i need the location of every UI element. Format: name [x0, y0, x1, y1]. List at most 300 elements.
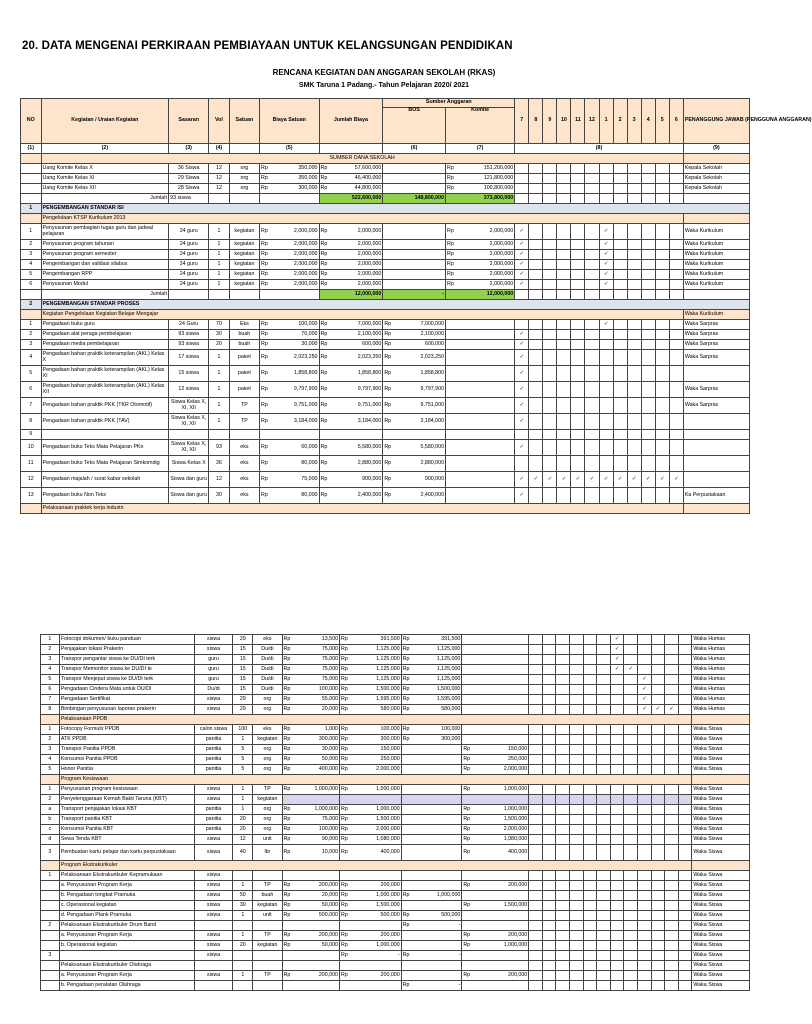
row-jumlah-cell: Rp 2,000,000: [319, 224, 383, 240]
row-komite-cell: [462, 675, 529, 685]
row-number: 3: [41, 951, 60, 961]
row-biaya-satuan: 2,000,000: [293, 270, 318, 277]
month-cell: [599, 340, 613, 350]
check-mark-icon: ✓: [515, 224, 529, 240]
row-pj: Waka Siswa: [692, 815, 750, 825]
row-satuan: org: [253, 825, 282, 835]
row-pj: Waka Sarpras: [683, 382, 749, 398]
row-no-cell: [41, 861, 60, 871]
row-bos-cell: [401, 805, 462, 815]
row-satuan: kegiatan: [229, 250, 259, 260]
month-cell: [571, 440, 585, 456]
col-pj-header: PENANGGUNG JAWAB (PENGGUNA ANGGARAN): [683, 99, 749, 144]
month-cell: [678, 931, 692, 941]
month-cell: [583, 825, 597, 835]
month-cell: [556, 645, 570, 655]
month-cell: [638, 735, 652, 745]
row-komite-cell: Rp 2,000,000: [446, 270, 515, 280]
month-cell: [624, 835, 638, 845]
month-cell: [529, 260, 543, 270]
month-cell: [583, 971, 597, 981]
month-cell: [543, 430, 557, 440]
row-kegiatan: c. Operasional kegiatan: [59, 901, 194, 911]
row-komite-cell: Rp 250,000: [462, 755, 529, 765]
row-sasaran: Siswa Kelas X: [169, 456, 209, 472]
month-cell: [627, 240, 641, 250]
row-bos-cell: [383, 260, 446, 270]
row-rp-label: Rp 60,000: [260, 440, 319, 456]
row-satuan: Du/di: [253, 665, 282, 675]
row-bos-cell: Rp 100,000: [401, 725, 462, 735]
row-rp-label: Rp 80,000: [260, 456, 319, 472]
month-cell: [542, 675, 556, 685]
month-cell: [669, 366, 683, 382]
row-jumlah-biaya: 1,125,000: [376, 665, 400, 672]
row-number: 4: [21, 350, 42, 366]
budget-row: [41, 735, 750, 745]
check-mark-icon: ✓: [669, 472, 683, 488]
month-cell: [543, 398, 557, 414]
budget-row: [41, 971, 750, 981]
month-cell: [638, 871, 652, 881]
month-cell: [610, 951, 624, 961]
month-2-header: 2: [613, 99, 627, 144]
month-cell: [571, 430, 585, 440]
row-number: 3: [21, 250, 42, 260]
row-komite: 2,000,000: [503, 765, 528, 772]
row-sasaran: 24 guru: [169, 224, 209, 240]
row-biaya-satuan: 2,000,000: [293, 227, 318, 234]
row-kegiatan: Penyusunan Modul: [41, 280, 169, 290]
row-jumlah-biaya: 57,600,000: [354, 164, 382, 171]
month-cell: [669, 430, 683, 440]
row-komite: 1,000,000: [503, 941, 528, 948]
row-jumlah-cell: Rp 200,000: [340, 971, 402, 981]
month-cell: [665, 971, 679, 981]
row-kegiatan: Fotocopy Formulir PPDB: [59, 725, 194, 735]
check-mark-icon: ✓: [655, 472, 669, 488]
budget-row: [41, 845, 750, 861]
month-cell: [529, 665, 543, 675]
month-cell: [542, 971, 556, 981]
row-pj: Waka Siswa: [692, 971, 750, 981]
row-satuan: kegiatan: [253, 901, 282, 911]
month-cell: [542, 921, 556, 931]
row-biaya-satuan: 50,000: [321, 901, 339, 908]
month-cell: [678, 675, 692, 685]
month-cell: [557, 194, 571, 204]
row-sasaran: [194, 981, 233, 991]
month-cell: [638, 961, 652, 971]
row-no-cell: [21, 154, 42, 164]
month-cell: [515, 174, 529, 184]
row-jumlah-cell: Rp 1,858,800: [319, 366, 383, 382]
row-bos-cell: [383, 270, 446, 280]
month-cell: [529, 194, 543, 204]
budget-row: [41, 981, 750, 991]
row-vol: 12: [233, 835, 253, 845]
month-cell: [669, 320, 683, 330]
month-cell: [529, 765, 543, 775]
month-cell: [529, 695, 543, 705]
row-jumlah-cell: Rp 1,500,000: [340, 685, 402, 695]
month-cell: [651, 635, 665, 645]
month-cell: [624, 745, 638, 755]
row-vol: 36: [209, 456, 230, 472]
month-cell: [556, 745, 570, 755]
month-cell: [529, 815, 543, 825]
row-vol: 15: [233, 675, 253, 685]
row-biaya-satuan: 100,000: [298, 320, 318, 327]
month-cell: [610, 891, 624, 901]
row-satuan: kegiatan: [229, 224, 259, 240]
row-number: 1: [41, 725, 60, 735]
row-kegiatan: b. Operasional kegiatan: [59, 941, 194, 951]
row-rp-label: Rp 300,000: [282, 735, 340, 745]
month-cell: [571, 290, 585, 300]
month-cell: [655, 194, 669, 204]
month-cell: [556, 695, 570, 705]
month-cell: [597, 705, 611, 715]
month-cell: [624, 675, 638, 685]
month-cell: [613, 320, 627, 330]
row-satuan: buah: [229, 330, 259, 340]
month-cell: [651, 735, 665, 745]
row-jumlah-biaya: 2,000,000: [357, 240, 382, 247]
month-cell: [597, 871, 611, 881]
row-satuan: paket: [229, 382, 259, 398]
row-sasaran: siswa: [194, 845, 233, 861]
month-cell: [556, 901, 570, 911]
month-cell: [641, 290, 655, 300]
month-cell: [599, 456, 613, 472]
subsection-row: [41, 861, 750, 871]
section-number: 1: [21, 204, 42, 214]
row-number: 6: [21, 280, 42, 290]
row-komite: 200,000: [508, 881, 528, 888]
row-sasaran: panitia: [194, 755, 233, 765]
month-cell: [571, 270, 585, 280]
month-cell: [597, 645, 611, 655]
month-cell: [613, 430, 627, 440]
header-row: [21, 99, 750, 108]
row-vol: 29: [233, 705, 253, 715]
row-sasaran: [194, 961, 233, 971]
month-cell: [529, 685, 543, 695]
row-vol: 1: [209, 280, 230, 290]
check-mark-icon: ✓: [624, 665, 638, 675]
month-cell: [638, 805, 652, 815]
row-bos-cell: [401, 941, 462, 951]
subsection-row: [41, 715, 750, 725]
row-satuan: paket: [229, 350, 259, 366]
month-cell: [624, 961, 638, 971]
month-cell: [627, 164, 641, 174]
month-cell: [655, 330, 669, 340]
row-pj: Waka Siswa: [692, 825, 750, 835]
row-pj: Waka Humas: [692, 695, 750, 705]
row-number: 5: [41, 765, 60, 775]
check-mark-icon: ✓: [599, 224, 613, 240]
row-sasaran: 93 siswa: [169, 340, 209, 350]
month-cell: [599, 488, 613, 504]
row-kegiatan: Pengadaan bahan praktik keterampilan (AKL) Kelas XI: [41, 366, 169, 382]
month-cell: [597, 805, 611, 815]
row-number: b: [41, 815, 60, 825]
budget-row: [41, 755, 750, 765]
row-bos: 2,880,000: [420, 459, 445, 466]
row-biaya-satuan: 20,000: [321, 891, 339, 898]
month-cell: [585, 224, 599, 240]
month-cell: [542, 735, 556, 745]
month-cell: [570, 971, 584, 981]
month-cell: [585, 488, 599, 504]
row-jumlah-cell: Rp 7,000,000: [319, 320, 383, 330]
month-cell: [665, 735, 679, 745]
row-sasaran: 36 Siswa: [169, 164, 209, 174]
row-rp-label: [282, 961, 340, 971]
row-komite: 121,800,000: [483, 174, 514, 181]
row-komite: 2,000,000: [489, 250, 514, 257]
month-cell: [529, 891, 543, 901]
month-cell: [571, 340, 585, 350]
row-satuan: [229, 430, 259, 440]
month-cell: [651, 745, 665, 755]
month-cell: [543, 440, 557, 456]
row-pj: Waka Siswa: [692, 785, 750, 795]
month-cell: [641, 382, 655, 398]
row-no-cell: [41, 775, 60, 785]
row-jumlah-biaya: 2,000,000: [376, 825, 400, 832]
row-komite-cell: Rp 1,000,000: [462, 805, 529, 815]
row-jumlah-cell: Rp 2,100,000: [319, 330, 383, 340]
budget-row: [41, 725, 750, 735]
month-cell: [570, 901, 584, 911]
row-komite-cell: [462, 795, 529, 805]
month-cell: [627, 320, 641, 330]
month-cell: [515, 456, 529, 472]
row-rp-label: Rp 2,023,250: [260, 350, 319, 366]
row-komite-cell: [462, 961, 529, 971]
row-jumlah-cell: Rp 1,500,000: [340, 815, 402, 825]
row-pj: [692, 775, 750, 785]
month-cell: [641, 194, 655, 204]
row-komite: 250,000: [508, 755, 528, 762]
month-cell: [624, 825, 638, 835]
row-jumlah-cell: Rp 1,125,000: [340, 655, 402, 665]
month-cell: [624, 705, 638, 715]
row-satuan: TP: [253, 971, 282, 981]
row-rp-label: Rp 200,000: [282, 971, 340, 981]
month-cell: [655, 250, 669, 260]
month-cell: [624, 921, 638, 931]
row-sasaran: guru: [194, 665, 233, 675]
row-komite-cell: [446, 350, 515, 366]
row-komite-cell: Rp 2,000,000: [446, 250, 515, 260]
row-vol: 100: [233, 725, 253, 735]
row-kegiatan: Pengembangan RPP: [41, 270, 169, 280]
row-bos: 2,400,000: [420, 491, 445, 498]
check-mark-icon: ✓: [515, 340, 529, 350]
row-bos-cell: Rp 500,000: [401, 911, 462, 921]
row-satuan: eks: [229, 440, 259, 456]
month-cell: [597, 655, 611, 665]
month-cell: [529, 174, 543, 184]
row-kegiatan: Transport panitia KBT: [59, 815, 194, 825]
month-cell: [610, 695, 624, 705]
row-rp-label: [260, 430, 319, 440]
row-kegiatan: Pelaksanaan Ekstrakurikuler Olahraga: [59, 961, 194, 971]
budget-row: [21, 224, 750, 240]
month-cell: [599, 194, 613, 204]
check-mark-icon: ✓: [585, 472, 599, 488]
month-cell: [556, 675, 570, 685]
budget-row: [41, 685, 750, 695]
row-jumlah-cell: Rp 2,000,000: [340, 765, 402, 775]
section-number: 2: [21, 300, 42, 310]
budget-row: [41, 655, 750, 665]
row-biaya-satuan: 50,000: [321, 755, 339, 762]
month-cell: [570, 911, 584, 921]
row-number: 12: [21, 472, 42, 488]
row-rp-label: Rp 400,000: [282, 765, 340, 775]
month-cell: [651, 845, 665, 861]
month-cell: [665, 685, 679, 695]
month-cell: [669, 164, 683, 174]
month-cell: [515, 184, 529, 194]
month-cell: [529, 184, 543, 194]
row-pj: [692, 861, 750, 871]
month-cell: [669, 194, 683, 204]
row-jumlah-biaya: 9,797,900: [357, 385, 382, 392]
row-bos-cell: [401, 871, 462, 881]
month-cell: [638, 765, 652, 775]
month-cell: [655, 184, 669, 194]
row-vol: 1: [209, 260, 230, 270]
month-cell: [669, 350, 683, 366]
row-komite: 2,000,000: [489, 270, 514, 277]
row-jumlah-biaya: 5,580,000: [357, 443, 382, 450]
col-komite-header: Komite: [446, 108, 515, 144]
month-cell: [583, 635, 597, 645]
row-pj: [683, 214, 749, 224]
month-cell: [597, 675, 611, 685]
month-cell: [542, 645, 556, 655]
row-komite-cell: [462, 685, 529, 695]
row-jumlah-biaya: 1,080,000: [376, 835, 400, 842]
budget-row: [41, 835, 750, 845]
col-no-header: NO: [21, 99, 42, 144]
row-kegiatan: a. Penyusunan Program Kerja: [59, 971, 194, 981]
row-jumlah-cell: Rp -: [340, 951, 402, 961]
check-mark-icon: ✓: [638, 685, 652, 695]
check-mark-icon: ✓: [599, 280, 613, 290]
col-num: (2): [41, 144, 169, 154]
total-sasaran: [169, 290, 209, 300]
row-rp-label: Rp 1,000: [282, 725, 340, 735]
month-cell: [571, 280, 585, 290]
month-cell: [641, 350, 655, 366]
month-cell: [665, 881, 679, 891]
budget-table-bottom: [40, 634, 750, 991]
row-rp-label: Rp 200,000: [282, 931, 340, 941]
col-satuan-header: Satuan: [229, 99, 259, 144]
row-bos: 1,000,000: [436, 891, 461, 898]
row-biaya-satuan: 1,000,000: [314, 785, 339, 792]
month-cell: [556, 765, 570, 775]
month-cell: [542, 705, 556, 715]
row-komite-cell: [462, 725, 529, 735]
row-jumlah-biaya: 46,400,000: [354, 174, 382, 181]
month-cell: [624, 755, 638, 765]
month-cell: [529, 250, 543, 260]
row-number: 8: [41, 705, 60, 715]
row-rp-label: [282, 795, 340, 805]
month-cell: [597, 745, 611, 755]
month-cell: [597, 981, 611, 991]
check-mark-icon: ✓: [599, 270, 613, 280]
row-sasaran: 24 guru: [169, 270, 209, 280]
month-cell: [529, 705, 543, 715]
month-cell: [597, 911, 611, 921]
row-number: 1: [41, 785, 60, 795]
school-year: SMK Taruna 1 Padang.- Tahun Pelajaran 2020/ 2021: [298, 82, 470, 89]
row-jumlah-biaya: 2,000,000: [357, 260, 382, 267]
row-biaya-satuan: 300,000: [318, 735, 339, 742]
row-pj: Waka Kurikulum: [683, 224, 749, 240]
month-cell: [556, 655, 570, 665]
month-cell: [613, 290, 627, 300]
check-mark-icon: ✓: [515, 280, 529, 290]
row-komite-cell: [462, 665, 529, 675]
month-cell: [557, 430, 571, 440]
month-cell: [624, 941, 638, 951]
month-cell: [610, 795, 624, 805]
month-cell: [624, 785, 638, 795]
month-cell: [627, 488, 641, 504]
row-sasaran: [194, 921, 233, 931]
month-cell: [624, 735, 638, 745]
month-cell: [641, 164, 655, 174]
row-biaya-satuan: 500,000: [318, 911, 339, 918]
row-jumlah-biaya: 1,500,000: [376, 815, 400, 822]
month-cell: [638, 951, 652, 961]
row-vol: [233, 981, 253, 991]
row-kegiatan: b. Pengadaan tongkat Pramuka: [59, 891, 194, 901]
row-satuan: kegiatan: [253, 941, 282, 951]
month-cell: [678, 891, 692, 901]
row-komite: 1,500,000: [503, 815, 528, 822]
total-row: [21, 290, 750, 300]
check-mark-icon: ✓: [515, 250, 529, 260]
month-cell: [641, 270, 655, 280]
month-cell: [583, 881, 597, 891]
row-rp-label: Rp 200,000: [282, 881, 340, 891]
month-cell: [627, 456, 641, 472]
month-cell: [556, 961, 570, 971]
row-pj: Waka Siswa: [692, 755, 750, 765]
budget-row: [21, 184, 750, 194]
row-sasaran: 17 siswa: [169, 350, 209, 366]
row-komite-cell: Rp 200,000: [462, 881, 529, 891]
month-cell: [613, 240, 627, 250]
month-cell: [597, 795, 611, 805]
row-kegiatan: Uang Komite Kelas X: [41, 164, 169, 174]
month-cell: [678, 705, 692, 715]
row-jumlah-biaya: 500,000: [380, 911, 400, 918]
check-mark-icon: ✓: [529, 472, 543, 488]
row-jumlah-cell: Rp 46,400,000: [319, 174, 383, 184]
